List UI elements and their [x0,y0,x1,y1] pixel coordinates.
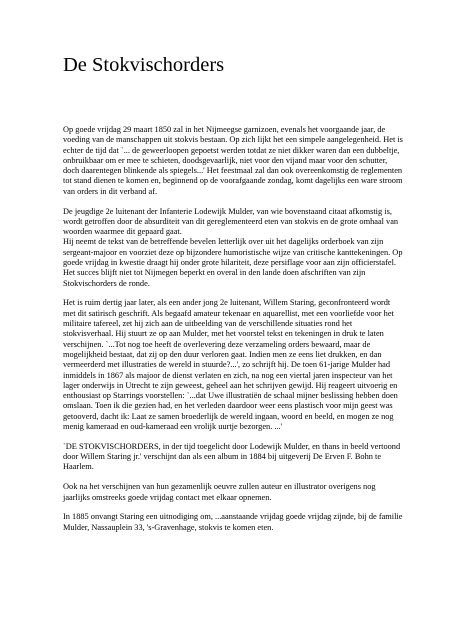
paragraph-7: In 1885 onvangt Staring een uitnodiging om, ...aanstaande vrijdag goede vrijdag zijnde, bij de familie Mulder, Nassauplein 33, 's-Gravenhage, stokvis te komen eten. [63,512,403,532]
paragraph-6: Ook na het verschijnen van hun gezamenlijk oeuvre zullen auteur en illustrator overigens nog jaarlijks omstreeks goede vrijdag contact met elkaar opnemen. [63,482,376,502]
paragraph-3: Hij neemt de tekst van de betreffende bevelen letterlijk over uit het dagelijks orderboek van zijn sergeant-majoor en voorziet deze op bijzondere humoristische wijze van critische kanttekeningen. Op goede vrijdag in kwestie draagt hij onder grote hilariteit, deze persiflage voor aan zijn officierstafel. Het succes blijft niet tot Nijmegen beperkt en overal in den lande doen afschriften van zijn Stokvischorders de ronde. [63,237,403,288]
paragraph-4: Het is ruim dertig jaar later, als een ander jong 2e luitenant, Willem Staring, geconfronteerd wordt met dit satirisch geschrift. Als begaafd amateur tekenaar en aquarellist, met een voorliefde voor het militaire tafereel, zet hij zich aan de uitbeelding van de verschillende situaties rond het stokvisverhaal. Hij stuurt ze op aan Mulder, met het voorstel tekst en tekeningen in druk te laten verschijnen. `...Tot nog toe heeft de overlevering deze verzameling orders bewaard, maar de mogelijkheid bestaat, dat zij op den duur verloren gaat. Indien men ze eens liet drukken, en dan vermeerderd met illustraties de wereld in stuurde?...', zo schrijft hij. De toen 61-jarige Mulder had inmiddels in 1867 als majoor de dienst verlaten en zich, na nog een viertal jaren inspecteur van het lager onderwijs in Utrecht te zijn geweest, geheel aan het schrijven gewijd. Hij reageert uitvoerig en enthousiast op Starrings voorstellen: `...dat Uwe illustratiën de schaal mijner beslissing hebben doen omslaan. Toen ik die gezien had, en het verleden daardoor weer eens plastisch voor mijn geest was getooverd, dacht ik: Laat ze samen broederlijk de wereld ingaan, woord en beeld, en mogen ze nog menig kameraad en oud-kameraad een vrolijk uurtje bezorgen. ...' [63,298,398,432]
paragraph-5: `DE STOKVISCHORDERS, in der tijd toegelicht door Lodewijk Mulder, en thans in beeld vertoond door Willem Staring jr.' verschijnt dan als een album in 1884 bij uitgeverij De Erven F. Bohn te Haarlem. [63,441,401,472]
document-body [63,125,403,542]
page-title: De Stokvischorders [63,54,225,76]
paragraph-1: Op goede vrijdag 29 maart 1850 zal in het Nijmeegse garnizoen, evenals het voorgaande jaar, de voeding van de manschappen uit stokvis bestaan. Op zich lijkt het een simpele aangelegenheid. Het is echter de tijd dat `... de geweerloopen gepoetst werden totdat ze niet dikker waren dan een dubbeltje, onbruikbaar om er mee te schieten, doodsgevaarlijk, niet voor den vijand maar voor den schutter, doch daarentegen blinkende als spiegels...' Het feestmaal zal dan ook overeenkomstig de reglementen tot stand dienen te komen en, beginnend op de voorafgaande zondag, komt dagelijks een ware stroom van orders in dit verband af. [63,125,403,196]
paragraph-2: De jeugdige 2e luitenant der Infanterie Lodewijk Mulder, van wie bovenstaand citaat afkomstig is, wordt getroffen door de absurditeit van dit gereglementeerd eten van stokvis en de grote omhaal van woorden waarmee dit gepaard gaat. [63,206,399,237]
